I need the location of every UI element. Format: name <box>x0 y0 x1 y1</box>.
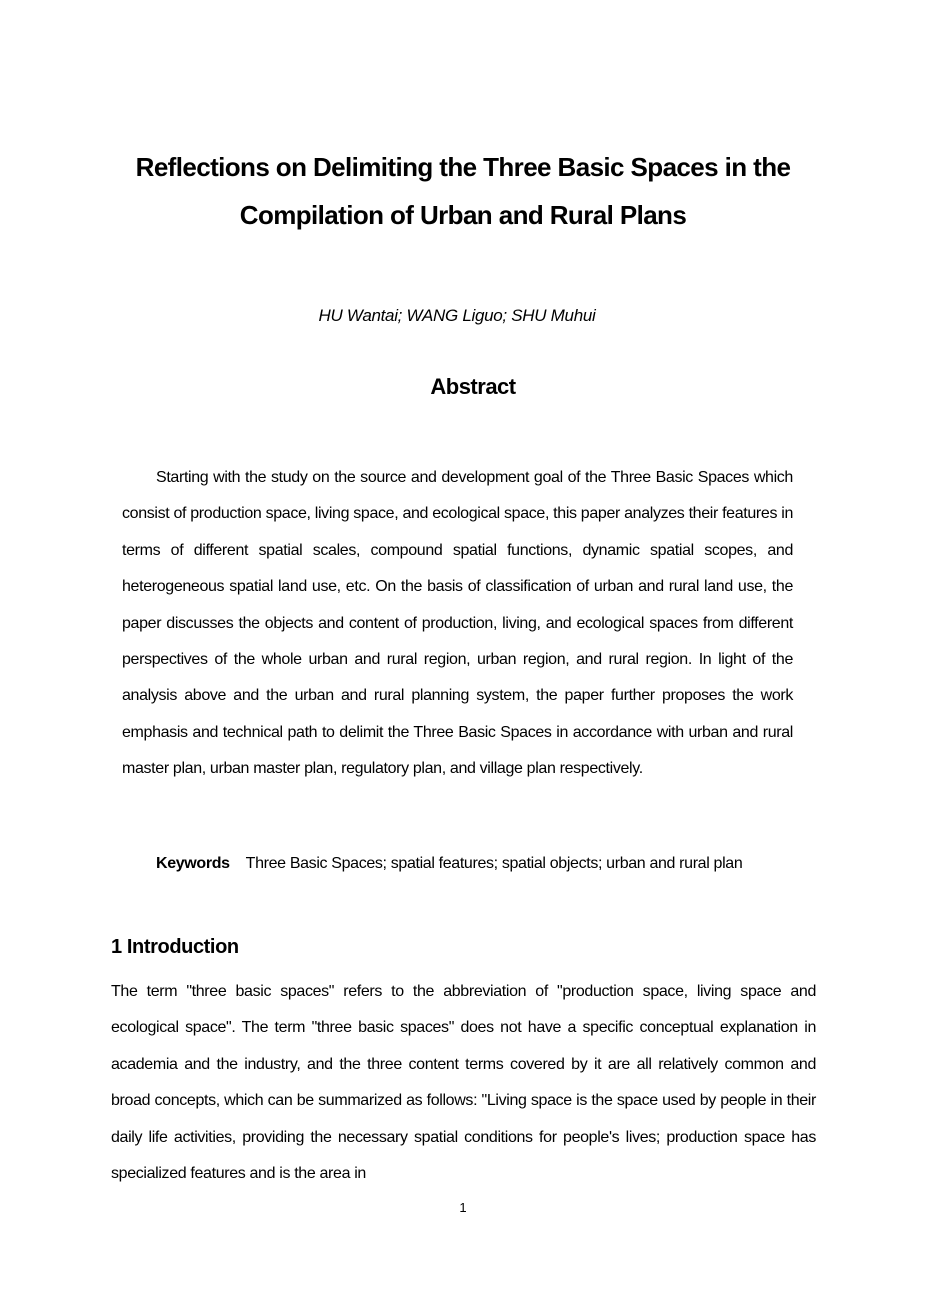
paper-title-line-1: Reflections on Delimiting the Three Basic Spaces in the <box>135 152 791 182</box>
abstract-heading: Abstract <box>430 374 516 399</box>
page-number: 1 <box>459 1200 467 1215</box>
keywords-line <box>156 855 742 873</box>
keywords-text: Three Basic Spaces; spatial features; spatial objects; urban and rural plan <box>245 855 743 872</box>
paper-title-line-2: Compilation of Urban and Rural Plans <box>239 200 687 230</box>
paper-title <box>60 143 866 239</box>
author-list: HU Wantai; WANG Liguo; SHU Muhui <box>318 306 596 325</box>
abstract-text: Starting with the study on the source and development goal of the Three Basic Spaces which consist of production space, living space, and ecological space, this paper analyzes their features in terms of different spatial scales, compound spatial functions, dynamic spatial scopes, and heterogeneous spatial land use, etc. On the basis of classification of urban and rural land use, the paper discusses the objects and content of production, living, and ecological spaces from different perspectives of the whole urban and rural region, urban region, and rural region. In light of the analysis above and the urban and rural planning system, the paper further proposes the work emphasis and technical path to delimit the Three Basic Spaces in accordance with urban and rural master plan, urban master plan, regulatory plan, and village plan respectively. <box>122 469 793 778</box>
introduction-paragraph: The term "three basic spaces" refers to the abbreviation of "production space, living space and ecological space". The term "three basic spaces" does not have a specific conceptual explanation in academia and the industry, and the three content terms covered by it are all relatively common and broad concepts, which can be summarized as follows: "Living space is the space used by people in their daily life activities, providing the necessary spatial conditions for people's lives; production space has specialized features and is the area in <box>111 983 816 1183</box>
section-heading-introduction: 1 Introduction <box>111 936 239 958</box>
keywords-label: Keywords <box>156 855 230 872</box>
